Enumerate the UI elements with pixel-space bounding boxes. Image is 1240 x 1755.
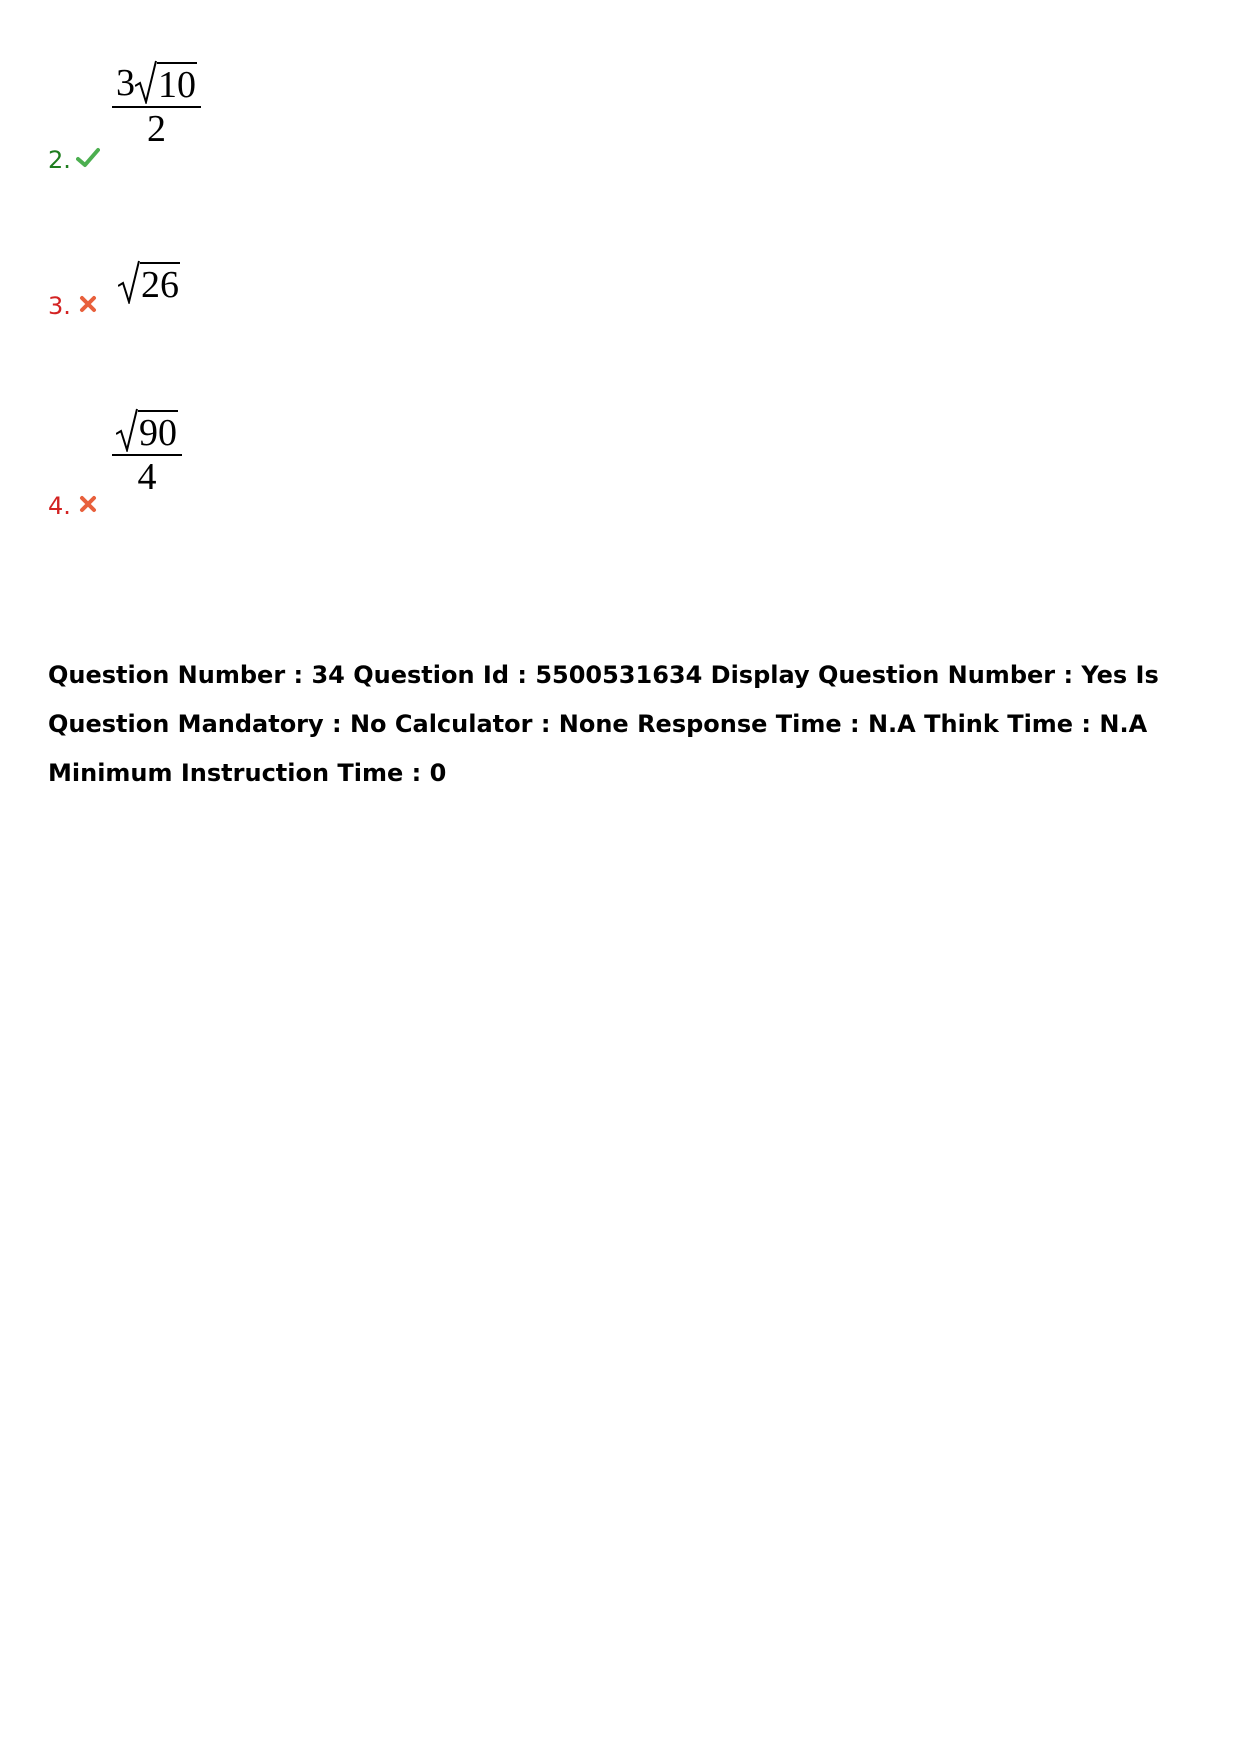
option-3-expression (118, 260, 180, 314)
option-4 (0, 400, 600, 530)
denominator: 4 (137, 456, 157, 498)
radicand: 26 (141, 264, 179, 306)
question-metadata: Question Number : 34 Question Id : 5500531634 Display Question Number : Yes Is Question Mandatory : No Calculator : None Response Time : N.A Think Time : N.A Minimum Instruction Time : 0 (48, 661, 1159, 787)
option-number: 4. (48, 492, 71, 520)
radical (135, 60, 197, 104)
check-icon (76, 146, 100, 170)
coefficient: 3 (116, 62, 135, 104)
option-number: 2. (48, 146, 71, 174)
denominator: 2 (147, 108, 166, 150)
radical-sign-icon (135, 60, 157, 104)
option-number: 3. (48, 292, 71, 320)
radicand: 10 (158, 64, 196, 106)
option-4-expression (112, 408, 182, 496)
radical (118, 260, 180, 304)
cross-icon (76, 492, 100, 516)
radical (116, 408, 178, 452)
radicand: 90 (139, 412, 177, 454)
radical-sign-icon (116, 408, 138, 452)
option-3 (0, 250, 600, 330)
option-2-expression (112, 60, 201, 148)
radical-sign-icon (118, 260, 140, 304)
option-2 (0, 40, 600, 180)
cross-icon (76, 292, 100, 316)
